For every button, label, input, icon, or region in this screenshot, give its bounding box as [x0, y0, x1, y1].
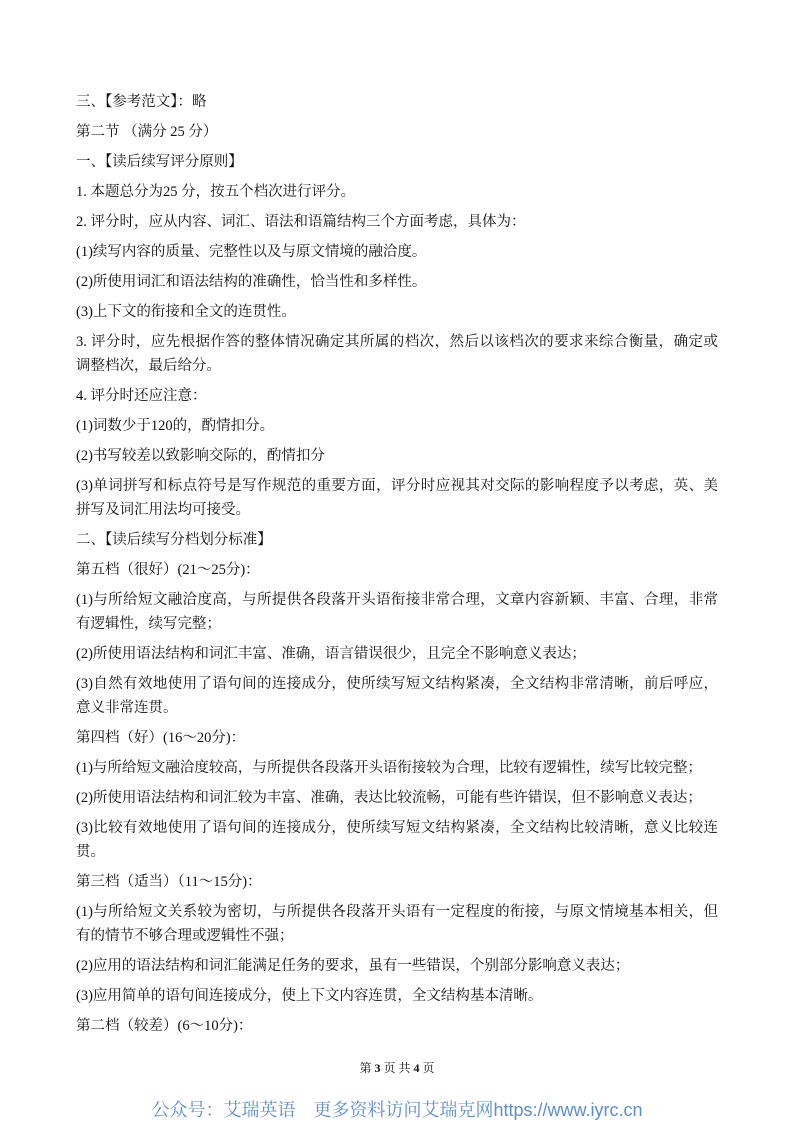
watermark [0, 1098, 794, 1122]
reference-essay-heading: 三、【参考范文】：略 [76, 94, 207, 110]
page-label-middle: 页 共 [383, 1061, 411, 1075]
criterion-line: (1)与所给短文融洽度高，与所提供各段落开头语衔接非常合理，文章内容新颖、丰富、合理，非常 [76, 592, 718, 608]
criterion-item: (3)应用简单的语句间连接成分，使上下文内容连贯，全文结构基本清晰。 [76, 988, 543, 1004]
criterion-item: (2)所使用语法结构和词汇较为丰富、准确，表达比较流畅，可能有些许错误，但不影响意义表达； [76, 790, 702, 806]
criterion-line: 意义非常连贯。 [76, 700, 178, 716]
page-footer [0, 1059, 794, 1077]
principle-sub-item [76, 474, 718, 522]
level-title: 第五档（很好）(21～25分)： [76, 562, 260, 578]
grading-standards-heading: 二、【读后续写分档划分标准】 [76, 532, 272, 548]
page-content [76, 90, 718, 1044]
principle-sub-item: (1)续写内容的质量、完整性以及与原文情境的融洽度。 [76, 244, 427, 260]
criterion-item [76, 672, 718, 720]
level-title: 第四档（好）(16～20分)： [76, 730, 246, 746]
principle-item: 4. 评分时还应注意： [76, 388, 207, 404]
watermark-account: 公众号：艾瑞英语 [151, 1100, 296, 1120]
principle-item-line: 调整档次，最后给分。 [76, 358, 221, 374]
principle-sub-item: (3)上下文的衔接和全文的连贯性。 [76, 304, 296, 320]
principle-sub-item: (2)书写较差以致影响交际的，酌情扣分 [76, 448, 325, 464]
principle-item-line: (3)单词拼写和标点符号是写作规范的重要方面，评分时应视其对交际的影响程度予以考虑，英、美 [76, 478, 718, 494]
page-label-prefix: 第 [359, 1061, 372, 1075]
principle-sub-item: (2)所使用词汇和语法结构的准确性，恰当性和多样性。 [76, 274, 427, 290]
criterion-item: (2)所使用语法结构和词汇丰富、准确，语言错误很少，且完全不影响意义表达； [76, 646, 586, 662]
level-title: 第二档（较差）(6～10分)： [76, 1018, 253, 1034]
criterion-line: (3)自然有效地使用了语句间的连接成分，使所续写短文结构紧凑，全文结构非常清晰，前后呼应， [76, 676, 718, 692]
principle-sub-item: (1)词数少于120的，酌情扣分。 [76, 418, 275, 434]
criterion-item: (1)与所给短文融洽度较高，与所提供各段落开头语衔接较为合理，比较有逻辑性，续写比较完整； [76, 760, 702, 776]
page-label-suffix: 页 [422, 1061, 435, 1075]
watermark-site: 更多资料访问艾瑞克网https://www.iyrc.cn [313, 1100, 643, 1120]
current-page-number: 3 [374, 1061, 381, 1075]
level-title: 第三档（适当）（11～15分)： [76, 874, 262, 890]
criterion-line: 贯。 [76, 844, 105, 860]
total-pages-number: 4 [413, 1061, 420, 1075]
criterion-line: (1)与所给短文关系较为密切，与所提供各段落开头语有一定程度的衔接，与原文情境基本相关，但 [76, 904, 718, 920]
criterion-item: (2)应用的语法结构和词汇能满足任务的要求，虽有一些错误，个别部分影响意义表达； [76, 958, 630, 974]
scoring-principles-heading: 一、【读后续写评分原则】 [76, 154, 243, 170]
principle-item [76, 330, 718, 378]
principle-item-line: 3. 评分时，应先根据作答的整体情况确定其所属的档次，然后以该档次的要求来综合衡量，确定或 [76, 334, 718, 350]
criterion-line: 有逻辑性，续写完整； [76, 616, 221, 632]
criterion-line: 有的情节不够合理或逻辑性不强； [76, 928, 294, 944]
criterion-item [76, 816, 718, 864]
principle-item: 2. 评分时，应从内容、词汇、语法和语篇结构三个方面考虑，具体为： [76, 214, 526, 230]
section-title: 第二节 （满分 25 分） [76, 124, 218, 140]
principle-item-line: 拼写及词汇用法均可接受。 [76, 502, 250, 518]
criterion-item [76, 900, 718, 948]
principle-item: 1. 本题总分为25 分，按五个档次进行评分。 [76, 184, 356, 200]
criterion-item [76, 588, 718, 636]
criterion-line: (3)比较有效地使用了语句间的连接成分，使所续写短文结构紧凑，全文结构比较清晰，意义比较连 [76, 820, 718, 836]
